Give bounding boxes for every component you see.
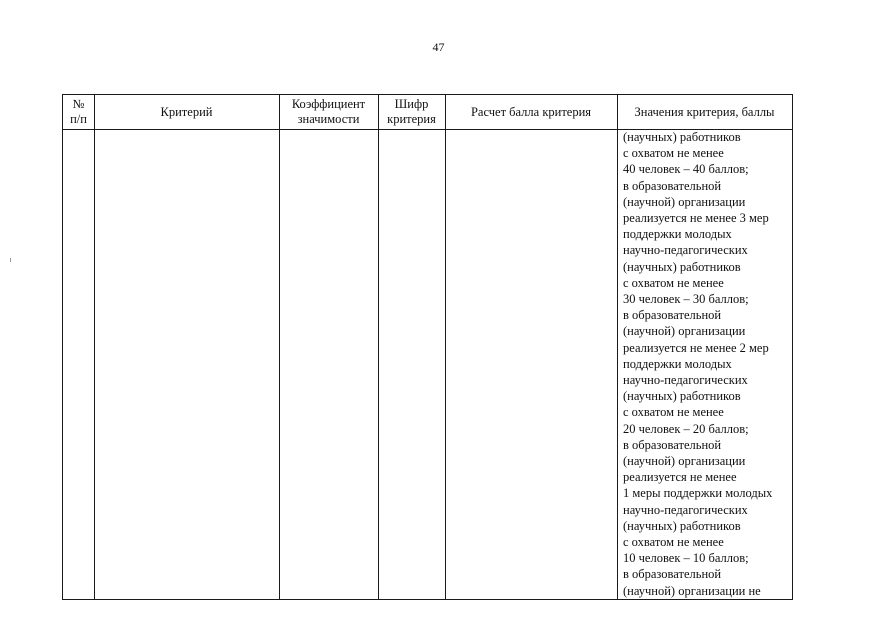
value-line: 40 человек – 40 баллов; [623, 162, 749, 177]
column-divider [279, 95, 280, 599]
header-criterion-label: Критерий [160, 104, 213, 119]
page-number-text: 47 [432, 40, 445, 54]
value-line: в образовательной [623, 308, 722, 323]
value-line: поддержки молодых [623, 227, 732, 242]
header-number-line2: п/п [70, 112, 87, 126]
value-line: в образовательной [623, 178, 722, 193]
header-number-line1: № [72, 97, 85, 111]
value-line: научно-педагогических [623, 243, 748, 258]
header-criterion [94, 95, 279, 129]
scan-mark [10, 258, 11, 262]
value-line: (научных) работников [623, 389, 741, 404]
header-values-label: Значения критерия, баллы [634, 104, 775, 119]
header-calculation-label: Расчет балла критерия [470, 104, 592, 119]
value-line: 20 человек – 20 баллов; [623, 421, 749, 436]
value-line: научно-педагогических [623, 502, 748, 517]
value-line: (научных) работников [623, 259, 741, 274]
column-divider [94, 95, 95, 599]
header-number [63, 95, 94, 129]
value-line: в образовательной [623, 437, 722, 452]
header-values [617, 95, 792, 129]
value-line: (научных) работников [623, 518, 741, 533]
value-line: реализуется не менее 2 мер [623, 340, 769, 355]
value-line: реализуется не менее [623, 470, 737, 485]
value-line: (научной) организации [623, 194, 746, 209]
column-divider [617, 95, 618, 599]
value-line: реализуется не менее 3 мер [623, 211, 769, 226]
value-line: с охватом не менее [623, 146, 724, 161]
criteria-table [62, 94, 793, 600]
header-code [378, 95, 445, 129]
value-line: в образовательной [623, 567, 722, 582]
value-line: с охватом не менее [623, 405, 724, 420]
header-calculation [445, 95, 617, 129]
value-line: (научных) работников [623, 130, 741, 144]
header-code-line1: Шифр [394, 97, 429, 111]
value-line: (научной) организации [623, 324, 746, 339]
value-line: с охватом не менее [623, 275, 724, 290]
header-coefficient-line1: Коэффициент [291, 97, 366, 111]
value-line: поддержки молодых [623, 356, 732, 371]
value-line: (научной) организации [623, 454, 746, 469]
value-line: научно-педагогических [623, 373, 748, 388]
header-coefficient-line2: значимости [297, 112, 360, 126]
column-divider [445, 95, 446, 599]
value-line: (научной) организации не [623, 583, 761, 598]
header-code-line2: критерия [387, 112, 436, 126]
column-divider [378, 95, 379, 599]
value-line: 10 человек – 10 баллов; [623, 551, 749, 566]
header-coefficient [279, 95, 378, 129]
value-line: 1 меры поддержки молодых [623, 486, 773, 501]
value-line: 30 человек – 30 баллов; [623, 292, 749, 307]
value-line: с охватом не менее [623, 535, 724, 550]
page-number [0, 40, 877, 54]
values-cell [623, 129, 793, 599]
